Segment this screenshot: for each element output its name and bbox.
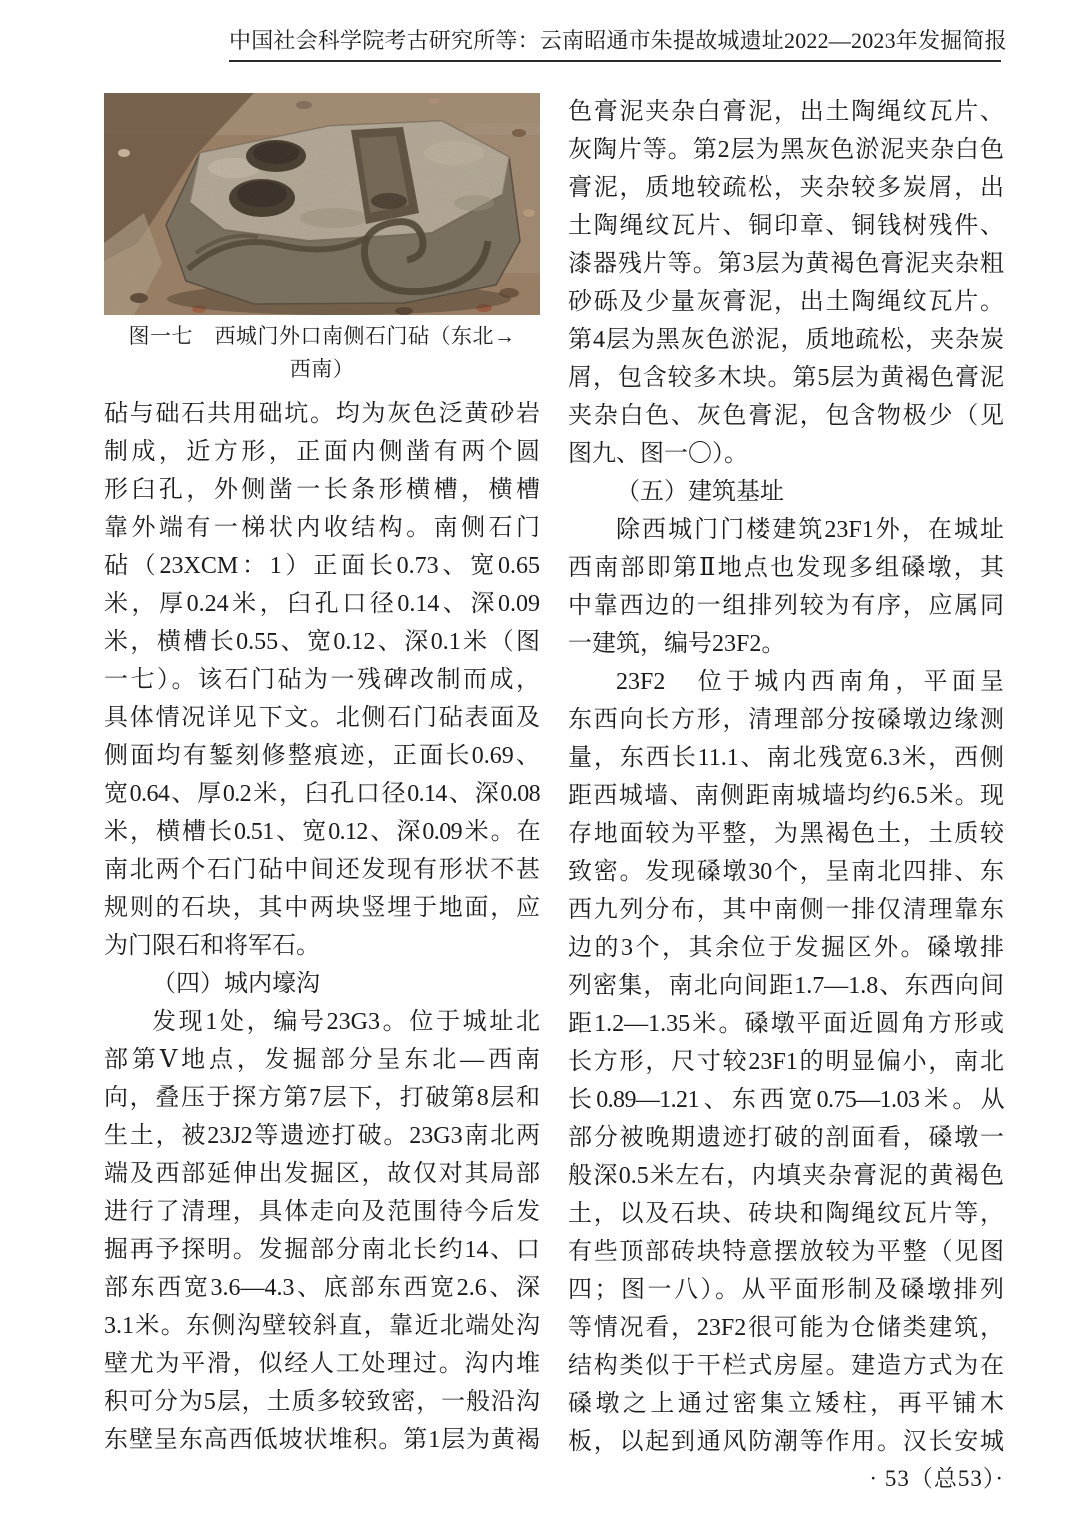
text-line: 屑，包含较多木块。第5层为黄褐色膏泥 <box>568 365 1004 391</box>
text-line: 壁尤为平滑，似经人工处理过。沟内堆 <box>104 1351 540 1377</box>
page-number: · 53（总53）· <box>869 1466 1004 1491</box>
text-line: 距西城墙、南侧距南城墙均约6.5米。现 <box>568 783 1004 809</box>
text-line: 部东西宽3.6—4.3、底部东西宽2.6、深 <box>104 1275 540 1301</box>
excavation-photo <box>104 93 540 315</box>
text-line: 具体情况详见下文。北侧石门砧表面及 <box>104 705 540 731</box>
figure-photo <box>104 93 540 315</box>
text-line: 米，厚0.24米，臼孔口径0.14、深0.09 <box>104 591 540 617</box>
text-line: 土，以及石块、砖块和陶绳纹瓦片等， <box>568 1201 1004 1227</box>
text-line: 长0.89—1.21、东西宽0.75—1.03米。从 <box>568 1087 1004 1113</box>
text-line: 规则的石块，其中两块竖埋于地面，应 <box>104 895 540 921</box>
text-line: 有些顶部砖块特意摆放较为平整（见图 <box>568 1239 1004 1265</box>
text-line: 图九、图一〇）。 <box>568 441 748 467</box>
text-line: 磉墩之上通过密集立矮柱，再平铺木 <box>568 1391 1004 1417</box>
left-column-text <box>104 395 540 1459</box>
text-line: 形臼孔，外侧凿一长条形横槽，横槽 <box>104 477 540 503</box>
text-line: 夹杂白色、灰色膏泥，包含物极少（见 <box>568 403 1004 429</box>
text-line: 侧面均有錾刻修整痕迹，正面长0.69、 <box>104 743 540 769</box>
text-line: 制成，近方形，正面内侧凿有两个圆 <box>104 439 540 465</box>
text-line: 一七）。该石门砧为一残碑改制而成， <box>104 667 540 693</box>
left-column <box>104 93 540 1459</box>
text-line: 除西城门门楼建筑23F1外，在城址 <box>616 517 1004 543</box>
text-line: （五）建筑基址 <box>616 479 784 505</box>
figure-caption <box>104 320 540 386</box>
text-line: 东西向长方形，清理部分按磉墩边缘测 <box>568 707 1004 733</box>
text-line: 砧（23XCM：1）正面长0.73、宽0.65 <box>104 553 540 579</box>
text-line: 灰陶片等。第2层为黑灰色淤泥夹杂白色 <box>568 137 1004 163</box>
text-line: 列密集，南北向间距1.7—1.8、东西向间 <box>568 973 1004 999</box>
text-line: 靠外端有一梯状内收结构。南侧石门 <box>104 515 540 541</box>
text-line: 为门限石和将军石。 <box>104 933 320 959</box>
grain-texture <box>104 93 540 315</box>
right-column-text <box>568 93 1004 1461</box>
text-line: 端及西部延伸出发掘区，故仅对其局部 <box>104 1161 540 1187</box>
text-line: 南北两个石门砧中间还发现有形状不甚 <box>104 857 540 883</box>
text-line: 米，横槽长0.51、宽0.12、深0.09米。在 <box>104 819 540 845</box>
text-line: 砧与础石共用础坑。均为灰色泛黄砂岩 <box>104 401 540 427</box>
text-line: 东壁呈东高西低坡状堆积。第1层为黄褐 <box>104 1427 540 1453</box>
text-line: 生土，被23J2等遗迹打破。23G3南北两 <box>104 1123 540 1149</box>
text-line: 膏泥，质地较疏松，夹杂较多炭屑，出 <box>568 175 1004 201</box>
running-head: 中国社会科学院考古研究所等：云南昭通市朱提故城遗址2022—2023年发掘简报 <box>229 27 1001 62</box>
text-line: 边的3个，其余位于发掘区外。磉墩排 <box>568 935 1004 961</box>
text-line: 板，以起到通风防潮等作用。汉长安城 <box>568 1429 1004 1455</box>
text-line: 掘再予探明。发掘部分南北长约14、口 <box>104 1237 540 1263</box>
text-line: 西九列分布，其中南侧一排仅清理靠东 <box>568 897 1004 923</box>
text-line: 土陶绳纹瓦片、铜印章、铜钱树残件、 <box>568 213 1004 239</box>
text-line: 米，横槽长0.55、宽0.12、深0.1米（图 <box>104 629 540 655</box>
text-line: 漆器残片等。第3层为黄褐色膏泥夹杂粗 <box>568 251 1004 277</box>
text-line: 西南部即第Ⅱ地点也发现多组磉墩，其 <box>568 555 1004 581</box>
text-line: （四）城内壕沟 <box>152 971 320 997</box>
text-line: 发现1处，编号23G3。位于城址北 <box>152 1009 540 1035</box>
figure-caption-line: 图一七 西城门外口南侧石门砧（东北→ <box>128 324 516 348</box>
text-line: 色膏泥夹杂白膏泥，出土陶绳纹瓦片、 <box>568 99 1004 125</box>
text-line: 砂砾及少量灰膏泥，出土陶绳纹瓦片。 <box>568 289 1004 315</box>
text-line: 宽0.64、厚0.2米，臼孔口径0.14、深0.08 <box>104 781 540 807</box>
text-line: 般深0.5米左右，内填夹杂膏泥的黄褐色 <box>568 1163 1004 1189</box>
text-line: 距1.2—1.35米。磉墩平面近圆角方形或 <box>568 1011 1004 1037</box>
text-line: 一建筑，编号23F2。 <box>568 631 786 657</box>
text-line: 量，东西长11.1、南北残宽6.3米，西侧 <box>568 745 1004 771</box>
text-line: 第4层为黑灰色淤泥，质地疏松，夹杂炭 <box>568 327 1004 353</box>
text-line: 进行了清理，具体走向及范围待今后发 <box>104 1199 540 1225</box>
text-line: 四；图一八）。从平面形制及磉墩排列 <box>568 1277 1004 1303</box>
text-line: 中靠西边的一组排列较为有序，应属同 <box>568 593 1004 619</box>
text-line: 存地面较为平整，为黑褐色土，土质较 <box>568 821 1004 847</box>
text-line: 部分被晚期遗迹打破的剖面看，磉墩一 <box>568 1125 1004 1151</box>
text-line: 部第Ⅴ地点，发掘部分呈东北—西南 <box>104 1047 540 1073</box>
figure-caption-line: 西南） <box>289 357 355 381</box>
text-line: 长方形，尺寸较23F1的明显偏小，南北 <box>568 1049 1004 1075</box>
right-column <box>568 93 1004 1461</box>
text-line: 3.1米。东侧沟壁较斜直，靠近北端处沟 <box>104 1313 540 1339</box>
text-line: 等情况看，23F2很可能为仓储类建筑， <box>568 1315 1004 1341</box>
text-line: 积可分为5层，土质多较致密，一般沿沟 <box>104 1389 540 1415</box>
text-line: 23F2 位于城内西南角，平面呈 <box>616 669 1004 695</box>
text-line: 致密。发现磉墩30个，呈南北四排、东 <box>568 859 1004 885</box>
text-line: 向，叠压于探方第7层下，打破第8层和 <box>104 1085 540 1111</box>
text-line: 结构类似于干栏式房屋。建造方式为在 <box>568 1353 1004 1379</box>
